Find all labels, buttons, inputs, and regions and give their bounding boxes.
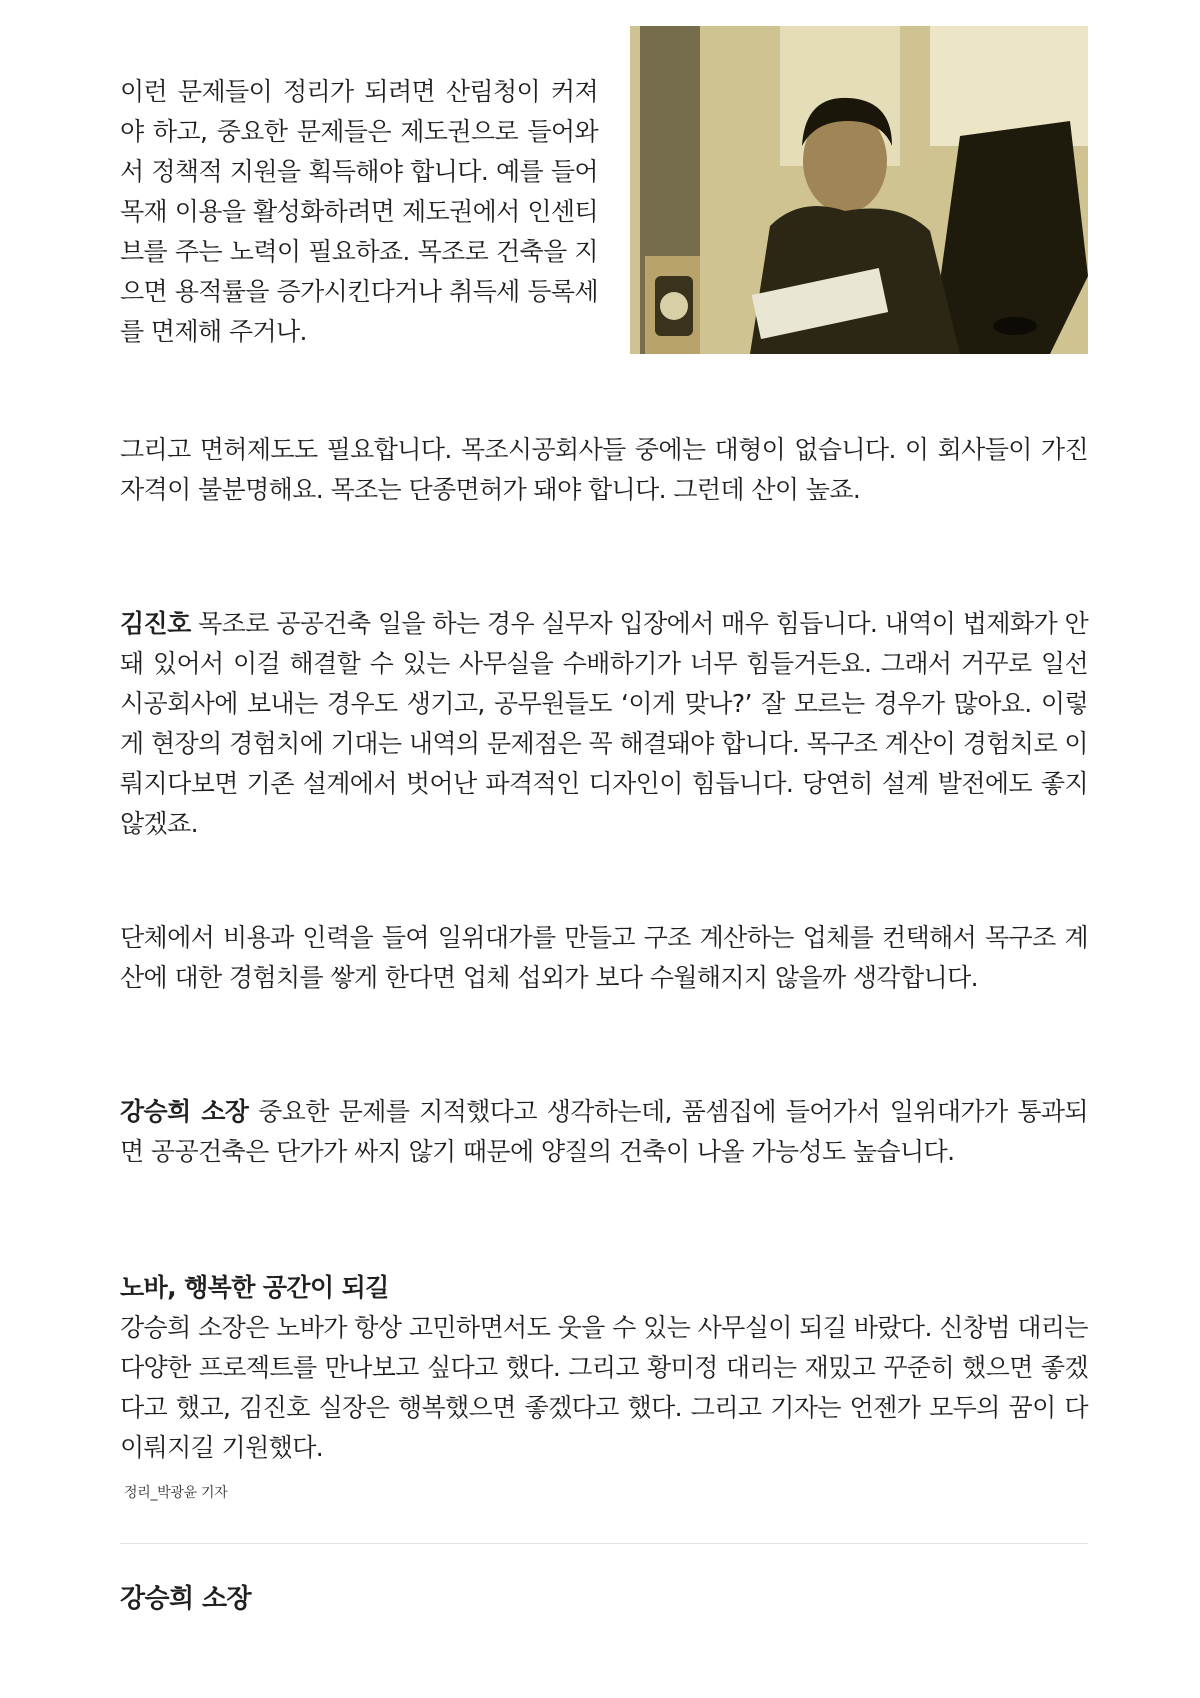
intro-paragraph: 이런 문제들이 정리가 되려면 산림청이 커져야 하고, 중요한 문제들은 제도권으로 들어와서 정책적 지원을 획득해야 합니다. 예를 들어 목재 이용을 활성화하려면 제도권에서 인센티브를 주는 노력이 필요하죠. 목조로 건축을 지으면 용적률을 증가시킨다거나 취득세 등록세를 면제해 주거나.	[120, 77, 598, 346]
closing-section	[120, 1268, 1088, 1468]
kang-statement: 중요한 문제를 지적했다고 생각하는데, 품셈집에 들어가서 일위대가가 통과되면 공공건축은 단가가 싸지 않기 때문에 양질의 건축이 나올 가능성도 높습니다.	[120, 1097, 1088, 1166]
closing-heading: 노바, 행복한 공간이 되길	[120, 1273, 389, 1302]
photo-illustration	[630, 26, 1088, 354]
section-divider	[120, 1543, 1088, 1544]
group-paragraph: 단체에서 비용과 인력을 들여 일위대가를 만들고 구조 계산하는 업체를 컨택해서 목구조 계산에 대한 경험치를 쌓게 한다면 업체 섭외가 보다 수월해지지 않을까 생각합니다.	[120, 923, 1088, 992]
author-credit: 정리_박광윤 기자	[124, 1485, 228, 1501]
speaker-kang: 강승희 소장	[120, 1097, 249, 1126]
interview-photo	[630, 26, 1088, 354]
kim-statement: 목조로 공공건축 일을 하는 경우 실무자 입장에서 매우 힘듭니다. 내역이 법제화가 안 돼 있어서 이걸 해결할 수 있는 사무실을 수배하기가 너무 힘들거든요. 그래서 거꾸로 일선 시공회사에 보내는 경우도 생기고, 공무원들도 ‘이게 맞나?’ 잘 모르는 경우가 많아요. 이렇게 현장의 경험치에 기대는 내역의 문제점은 꼭 해결돼야 합니다. 목구조 계산이 경험치로 이뤄지다보면 기존 설계에서 벗어난 파격적인 디자인이 힘듭니다. 당연히 설계 발전에도 좋지 않겠죠.	[120, 609, 1088, 838]
profile-name: 강승희 소장	[120, 1584, 252, 1614]
kang-paragraph	[120, 1092, 1088, 1172]
closing-text: 강승희 소장은 노바가 항상 고민하면서도 웃을 수 있는 사무실이 되길 바랐다. 신창범 대리는 다양한 프로젝트를 만나보고 싶다고 했다. 그리고 황미정 대리는 재밌고 꾸준히 했으면 좋겠다고 했고, 김진호 실장은 행복했으면 좋겠다고 했다. 그리고 기자는 언젠가 모두의 꿈이 다 이뤄지길 기원했다.	[120, 1313, 1088, 1462]
kim-paragraph	[120, 604, 1088, 844]
speaker-kim: 김진호	[120, 609, 191, 638]
license-paragraph: 그리고 면허제도도 필요합니다. 목조시공회사들 중에는 대형이 없습니다. 이 회사들이 가진 자격이 불분명해요. 목조는 단종면허가 돼야 합니다. 그런데 산이 높죠.	[120, 435, 1088, 504]
